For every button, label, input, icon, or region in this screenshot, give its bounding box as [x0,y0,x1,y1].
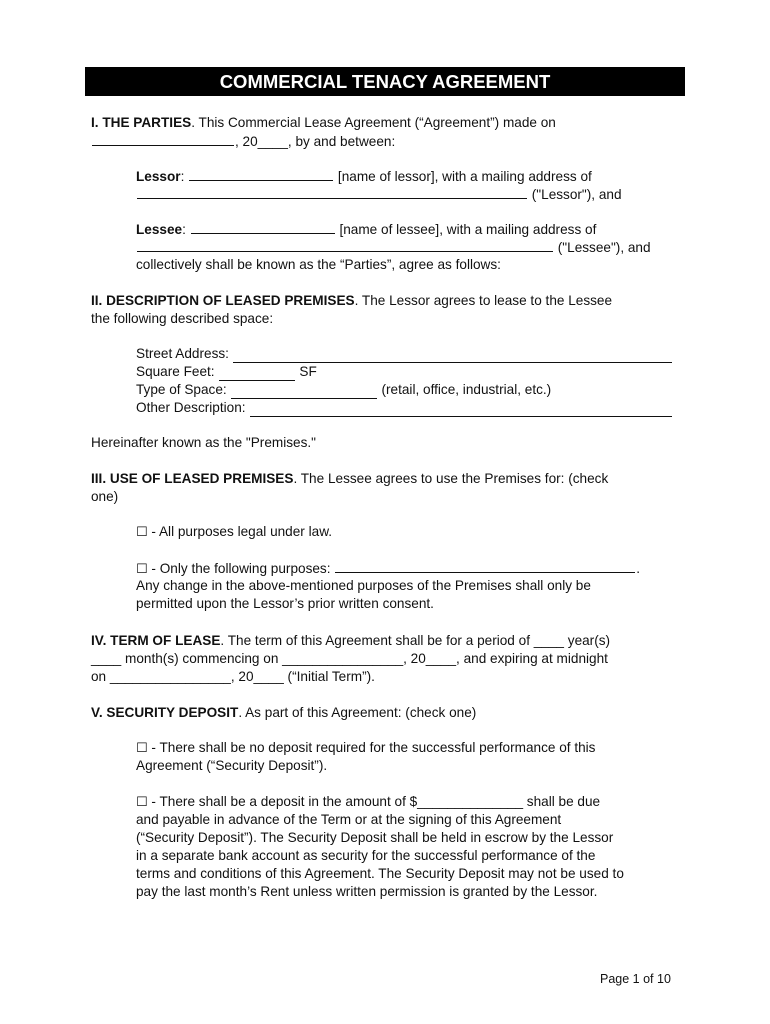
checkbox-all-purposes[interactable]: ☐ [136,525,148,540]
use-intro-b: one) [91,489,119,504]
term-line-3: on ________________, 20____ (“Initial Term”). [91,669,375,684]
premises-intro: . The Lessor agrees to lease to the Lessee [354,293,613,308]
lessor-end: ("Lessor"), and [531,187,622,202]
lessee-label: Lessee [136,222,183,237]
agreement-date-blank[interactable] [92,132,234,146]
lessee-end: ("Lessee"), and [557,240,651,255]
premises-intro-b: the following described space: [91,311,274,326]
document-title: COMMERCIAL TENACY AGREEMENT [85,67,685,96]
lessee-text: [name of lessee], with a mailing address of [339,222,597,237]
page-number: Page 1 of 10 [600,972,671,986]
use-heading: III. USE OF LEASED PREMISES [91,471,294,486]
parties-section [91,114,681,150]
checkbox-only-purposes[interactable]: ☐ [136,562,148,577]
hereinafter-text: Hereinafter known as the "Premises." [91,435,316,450]
term-line-1: . The term of this Agreement shall be for a period of ____ year(s) [220,633,611,648]
deposit-intro: . As part of this Agreement: (check one) [238,705,477,720]
type-blank[interactable] [231,385,377,399]
checkbox-no-deposit[interactable]: ☐ [136,741,148,756]
agreement-date-suffix: , 20____, by and between: [235,134,396,149]
lessor-name-blank[interactable] [189,167,333,181]
deposit-option-none: ☐ - There shall be no deposit required for the successful performance of this Agreement (“Security Deposit”). [136,740,596,773]
lessee-block: Lessee: [name of lessee], with a mailing address of ("Lessee"), and collectively shall be known as the “Parties”, agree as follows: [136,220,681,274]
type-hint: (retail, office, industrial, etc.) [381,382,552,397]
term-heading: IV. TERM OF LEASE [91,633,221,648]
sqft-blank[interactable] [219,367,295,381]
premises-heading: II. DESCRIPTION OF LEASED PREMISES [91,293,355,308]
collective-text: collectively shall be known as the “Parties”, agree as follows: [136,257,501,272]
use-option-all [136,523,681,541]
option-only-label: - Only the following purposes: [147,561,331,576]
use-intro: . The Lessee agrees to use the Premises for: (check [293,471,609,486]
lessee-name-blank[interactable] [191,220,335,234]
option-all-label: - All purposes legal under law. [147,524,333,539]
lessor-address-blank[interactable] [137,185,527,199]
sqft-unit: SF [299,364,317,379]
lessor-text: [name of lessor], with a mailing address of [337,169,592,184]
lessor-block: Lessor: [name of lessor], with a mailing address of ("Lessor"), and [136,169,622,202]
deposit-heading: V. SECURITY DEPOSIT [91,705,239,720]
premises-fields [136,345,672,417]
type-label: Type of Space: [136,382,227,397]
premises-section [91,292,681,328]
other-label: Other Description: [136,400,246,415]
other-description-blank[interactable] [250,403,672,417]
lessor-label: Lessor [136,169,181,184]
use-section [91,470,681,506]
parties-intro: . This Commercial Lease Agreement (“Agreement”) made on [191,115,556,130]
checkbox-deposit-amount[interactable]: ☐ [136,795,148,810]
deposit-option-amount: ☐ - There shall be a deposit in the amount of $______________ shall be due and payable in advance of the Term or at the signing of this Agreement (“Security Deposit”). The Security Deposit shall be held in escrow by the Lessor in a separate bank account as security for the successful performance of the terms and conditions of this Agreement. The Security Deposit may not be used to pay the last month’s Rent unless written permission is granted by the Lessor. [136,794,624,899]
sqft-label: Square Feet: [136,364,215,379]
term-line-2: ____ month(s) commencing on ________________, 20____, and expiring at midnight [91,651,608,666]
deposit-section [91,704,681,722]
lessee-address-blank[interactable] [137,238,553,252]
street-address-blank[interactable] [233,349,672,363]
street-label: Street Address: [136,346,229,361]
change-text-a: Any change in the above-mentioned purposes of the Premises shall only be [136,578,591,593]
purposes-blank[interactable] [335,559,635,573]
use-option-only: ☐ - Only the following purposes: . Any change in the above-mentioned purposes of the Premises shall only be permitted upon the Lessor’s prior written consent. [136,559,681,613]
term-section [91,632,681,686]
change-text-b: permitted upon the Lessor’s prior written consent. [136,596,434,611]
parties-heading: I. THE PARTIES [91,115,192,130]
